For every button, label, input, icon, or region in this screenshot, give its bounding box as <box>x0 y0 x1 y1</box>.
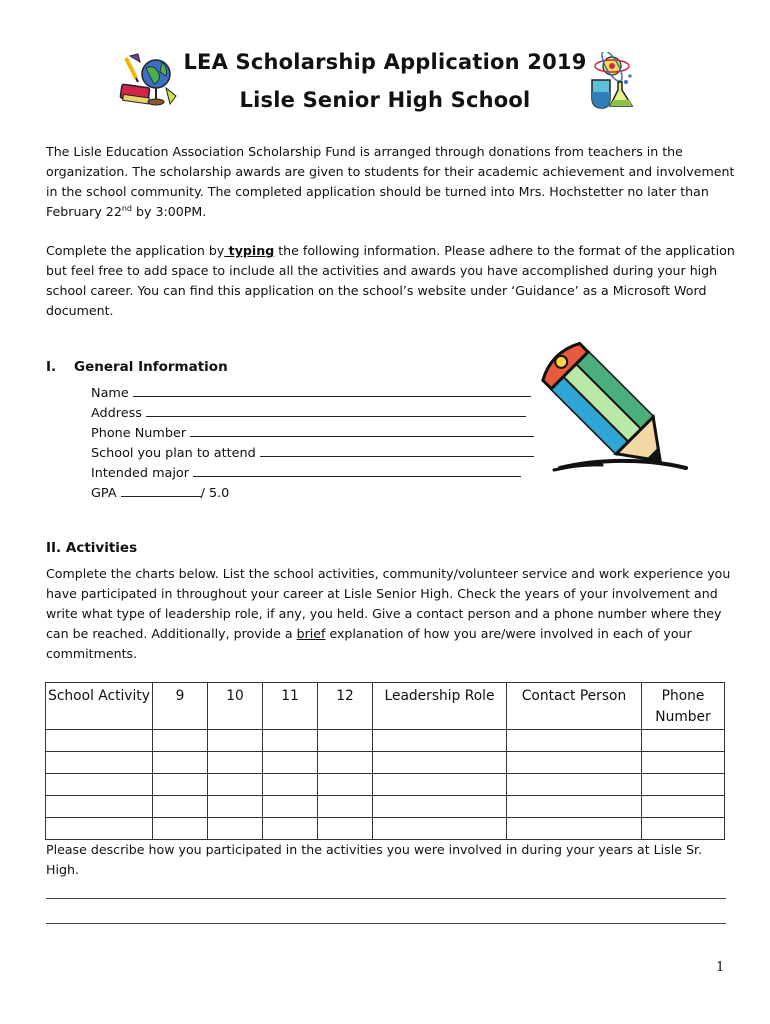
address-field[interactable]: Address <box>91 403 534 423</box>
table-header-row <box>46 683 725 730</box>
answer-line[interactable] <box>46 923 726 924</box>
general-information-fields <box>91 383 534 503</box>
table-row <box>46 818 725 840</box>
col-leadership-role: Leadership Role <box>373 683 507 730</box>
section-activities-heading: II. Activities <box>46 540 138 556</box>
instructions-paragraph: Complete the application by typing the following information. Please adhere to the format of the application but feel free to add space to include all the activities and awards you have accomplished during your high school career. You can find this application on the school’s website under ‘Guidance’ as a Microsoft Word document. <box>46 243 735 318</box>
col-school-activity: School Activity <box>46 683 153 730</box>
date-ordinal-suffix: nd <box>121 203 132 213</box>
table-row <box>46 796 725 818</box>
col-grade-9: 9 <box>153 683 208 730</box>
col-contact-person: Contact Person <box>507 683 642 730</box>
typing-emphasis: typing <box>224 243 275 258</box>
intended-major-field[interactable]: Intended major <box>91 463 534 483</box>
brief-emphasis: brief <box>296 626 326 641</box>
col-phone-number: Phone Number <box>642 683 725 730</box>
col-grade-12: 12 <box>318 683 373 730</box>
describe-participation-prompt: Please describe how you participated in the activities you were involved in during your years at Lisle Sr. High. <box>46 842 703 877</box>
table-row <box>46 774 725 796</box>
section-general-information-heading: I. General Information <box>46 359 228 375</box>
gpa-scale: / 5.0 <box>200 486 230 501</box>
page-subtitle: Lisle Senior High School <box>239 88 531 112</box>
col-grade-11: 11 <box>263 683 318 730</box>
pencil-clipart <box>540 330 690 490</box>
page-number: 1 <box>716 960 725 975</box>
school-to-attend-field[interactable]: School you plan to attend <box>91 443 534 463</box>
intro-paragraph: The Lisle Education Association Scholarship Fund is arranged through donations from teachers in the organization. The scholarship awards are given to students for their academic achievement and involvement in the school community. The completed application should be turned into Mrs. Hochstetter no later than February 22nd by 3:00PM. <box>46 144 735 219</box>
activities-table <box>45 682 725 840</box>
page-title: LEA Scholarship Application 2019 <box>183 50 587 74</box>
col-grade-10: 10 <box>208 683 263 730</box>
name-field[interactable]: Name <box>91 383 534 403</box>
table-row <box>46 730 725 752</box>
phone-number-field[interactable]: Phone Number <box>91 423 534 443</box>
science-clipart <box>582 52 640 112</box>
activities-instructions: Complete the charts below. List the school activities, community/volunteer service and work experience you have participated in throughout your career at Lisle Senior High. Check the years of your involvement and write what type of leadership role, if any, you held. Give a contact person and a phone number where they can be reached. Additionally, provide a brief explanation of how you are/were involved in each of your commitments. <box>46 566 731 661</box>
answer-line[interactable] <box>46 898 726 899</box>
gpa-field[interactable]: GPA / 5.0 <box>91 483 534 503</box>
table-row <box>46 752 725 774</box>
